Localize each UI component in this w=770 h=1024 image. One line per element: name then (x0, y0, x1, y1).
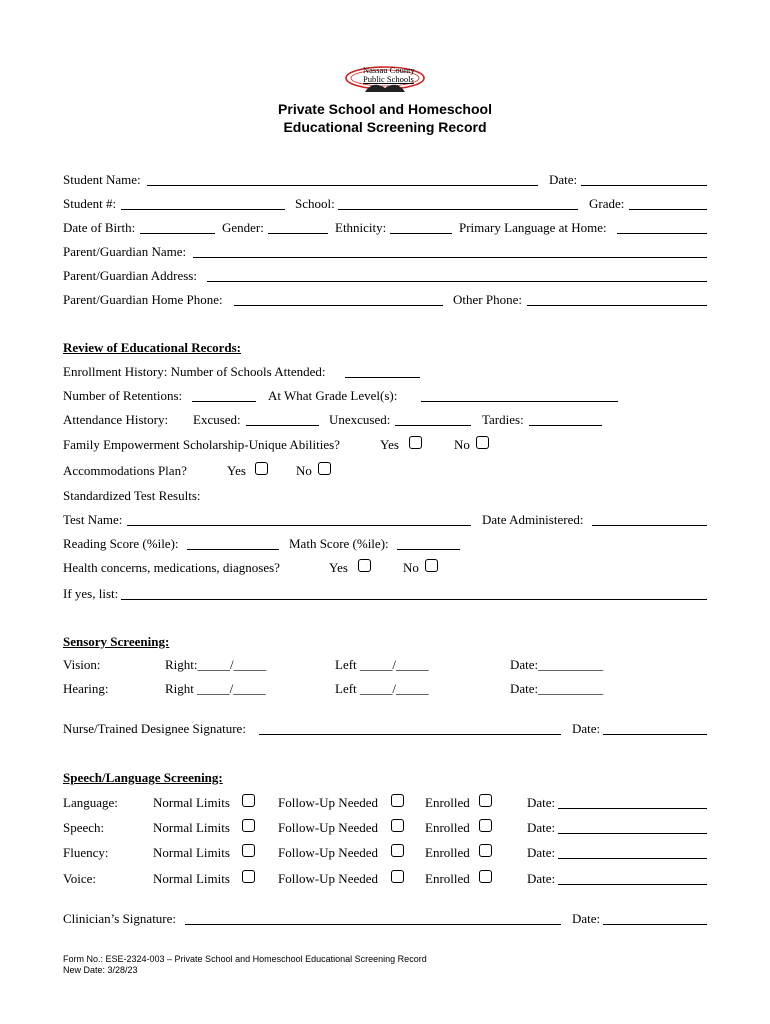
follow-up-label: Follow-Up Needed (278, 795, 379, 810)
accommodations-yes-checkbox[interactable] (255, 462, 268, 475)
speech-row-label: Voice: (63, 871, 96, 886)
health-label: Health concerns, medications, diagnoses? (63, 560, 280, 575)
normal-limits-checkbox[interactable] (242, 794, 255, 807)
test-name-field[interactable] (127, 525, 471, 526)
guardian-address-field[interactable] (207, 281, 707, 282)
date-administered-field[interactable] (592, 525, 707, 526)
accommodations-no-checkbox[interactable] (318, 462, 331, 475)
speech-date-label: Date: (527, 795, 556, 810)
school-field[interactable] (338, 209, 578, 210)
date-label: Date: (549, 172, 578, 187)
clinician-date-label: Date: (572, 911, 601, 926)
follow-up-checkbox[interactable] (391, 844, 404, 857)
speech-date-label: Date: (527, 871, 556, 886)
follow-up-checkbox[interactable] (391, 870, 404, 883)
fes-no-label: No (454, 437, 470, 452)
hearing-date-field[interactable]: Date:__________ (510, 681, 604, 696)
other-phone-field[interactable] (527, 305, 707, 306)
ethnicity-field[interactable] (390, 233, 452, 234)
enrollment-label: Enrollment History: Number of Schools Attended: (63, 364, 326, 379)
fes-yes-checkbox[interactable] (409, 436, 422, 449)
normal-limits-label: Normal Limits (153, 845, 230, 860)
speech-row-label: Language: (63, 795, 118, 810)
hearing-label: Hearing: (63, 681, 109, 696)
speech-date-field[interactable] (558, 884, 707, 885)
grade-label: Grade: (589, 196, 625, 211)
hearing-right-field[interactable]: Right _____/_____ (165, 681, 266, 696)
dob-field[interactable] (140, 233, 215, 234)
enrollment-field[interactable] (345, 377, 420, 378)
date-field[interactable] (581, 185, 707, 186)
accommodations-yes-label: Yes (227, 463, 246, 478)
home-phone-field[interactable] (234, 305, 443, 306)
follow-up-checkbox[interactable] (391, 794, 404, 807)
vision-date-field[interactable]: Date:__________ (510, 657, 604, 672)
enrolled-checkbox[interactable] (479, 844, 492, 857)
other-phone-label: Other Phone: (453, 292, 522, 307)
home-phone-label: Parent/Guardian Home Phone: (63, 292, 223, 307)
fes-label: Family Empowerment Scholarship-Unique Abilities? (63, 437, 340, 452)
excused-label: Excused: (193, 412, 241, 427)
logo-line-1: Nassau County (363, 65, 415, 75)
follow-up-label: Follow-Up Needed (278, 845, 379, 860)
enrolled-checkbox[interactable] (479, 794, 492, 807)
nurse-date-field[interactable] (603, 734, 707, 735)
vision-right-field[interactable]: Right:_____/_____ (165, 657, 267, 672)
speech-date-field[interactable] (558, 858, 707, 859)
fes-no-checkbox[interactable] (476, 436, 489, 449)
nurse-signature-label: Nurse/Trained Designee Signature: (63, 721, 246, 736)
student-name-label: Student Name: (63, 172, 141, 187)
speech-date-label: Date: (527, 820, 556, 835)
grade-levels-field[interactable] (421, 401, 618, 402)
vision-left-field[interactable]: Left _____/_____ (335, 657, 429, 672)
enrolled-checkbox[interactable] (479, 870, 492, 883)
enrolled-label: Enrolled (425, 845, 470, 860)
enrolled-label: Enrolled (425, 871, 470, 886)
grade-field[interactable] (629, 209, 707, 210)
clinician-signature-label: Clinician’s Signature: (63, 911, 177, 926)
unexcused-field[interactable] (395, 425, 471, 426)
health-no-label: No (403, 560, 419, 575)
form-number: Form No.: ESE-2324-003 – Private School and Homeschool Educational Screening Record (63, 954, 427, 964)
form-title-line-1: Private School and Homeschool (278, 101, 492, 117)
hearing-left-field[interactable]: Left _____/_____ (335, 681, 429, 696)
normal-limits-checkbox[interactable] (242, 870, 255, 883)
clinician-date-field[interactable] (603, 924, 707, 925)
nurse-date-label: Date: (572, 721, 601, 736)
logo-line-2: Public Schools (363, 74, 414, 84)
if-yes-field[interactable] (121, 599, 707, 600)
gender-label: Gender: (222, 220, 264, 235)
reading-score-field[interactable] (187, 549, 279, 550)
fes-yes-label: Yes (380, 437, 399, 452)
retentions-label: Number of Retentions: (63, 388, 183, 403)
district-logo (343, 64, 427, 98)
accommodations-no-label: No (296, 463, 312, 478)
speech-date-field[interactable] (558, 808, 707, 809)
new-date: New Date: 3/28/23 (63, 965, 138, 975)
test-results-label: Standardized Test Results: (63, 488, 201, 503)
normal-limits-checkbox[interactable] (242, 844, 255, 857)
follow-up-label: Follow-Up Needed (278, 871, 379, 886)
date-administered-label: Date Administered: (482, 512, 584, 527)
normal-limits-label: Normal Limits (153, 820, 230, 835)
health-yes-label: Yes (329, 560, 348, 575)
language-field[interactable] (617, 233, 707, 234)
speech-row-label: Fluency: (63, 845, 109, 860)
guardian-name-field[interactable] (193, 257, 707, 258)
guardian-name-label: Parent/Guardian Name: (63, 244, 187, 259)
sensory-heading: Sensory Screening: (63, 634, 170, 649)
normal-limits-label: Normal Limits (153, 871, 230, 886)
health-no-checkbox[interactable] (425, 559, 438, 572)
student-number-field[interactable] (121, 209, 285, 210)
math-score-field[interactable] (397, 549, 460, 550)
clinician-signature-field[interactable] (185, 924, 561, 925)
enrolled-label: Enrolled (425, 795, 470, 810)
accommodations-label: Accommodations Plan? (63, 463, 187, 478)
student-number-label: Student #: (63, 196, 117, 211)
language-label: Primary Language at Home: (459, 220, 607, 235)
excused-field[interactable] (246, 425, 319, 426)
follow-up-checkbox[interactable] (391, 819, 404, 832)
follow-up-label: Follow-Up Needed (278, 820, 379, 835)
speech-date-field[interactable] (558, 833, 707, 834)
math-score-label: Math Score (%ile): (289, 536, 389, 551)
dob-label: Date of Birth: (63, 220, 136, 235)
unexcused-label: Unexcused: (329, 412, 391, 427)
enrolled-label: Enrolled (425, 820, 470, 835)
vision-label: Vision: (63, 657, 101, 672)
records-heading: Review of Educational Records: (63, 340, 242, 355)
speech-row-label: Speech: (63, 820, 105, 835)
school-label: School: (295, 196, 335, 211)
health-yes-checkbox[interactable] (358, 559, 371, 572)
test-name-label: Test Name: (63, 512, 123, 527)
speech-heading: Speech/Language Screening: (63, 770, 223, 785)
retentions-field[interactable] (192, 401, 256, 402)
reading-score-label: Reading Score (%ile): (63, 536, 179, 551)
grade-levels-label: At What Grade Level(s): (268, 388, 398, 403)
tardies-field[interactable] (529, 425, 602, 426)
enrolled-checkbox[interactable] (479, 819, 492, 832)
form-title-line-2: Educational Screening Record (283, 119, 487, 135)
speech-date-label: Date: (527, 845, 556, 860)
normal-limits-label: Normal Limits (153, 795, 230, 810)
gender-field[interactable] (268, 233, 328, 234)
student-name-field[interactable] (147, 185, 538, 186)
normal-limits-checkbox[interactable] (242, 819, 255, 832)
guardian-address-label: Parent/Guardian Address: (63, 268, 197, 283)
nurse-signature-field[interactable] (259, 734, 561, 735)
if-yes-label: If yes, list: (63, 586, 119, 601)
ethnicity-label: Ethnicity: (335, 220, 387, 235)
tardies-label: Tardies: (482, 412, 524, 427)
attendance-label: Attendance History: (63, 412, 169, 427)
